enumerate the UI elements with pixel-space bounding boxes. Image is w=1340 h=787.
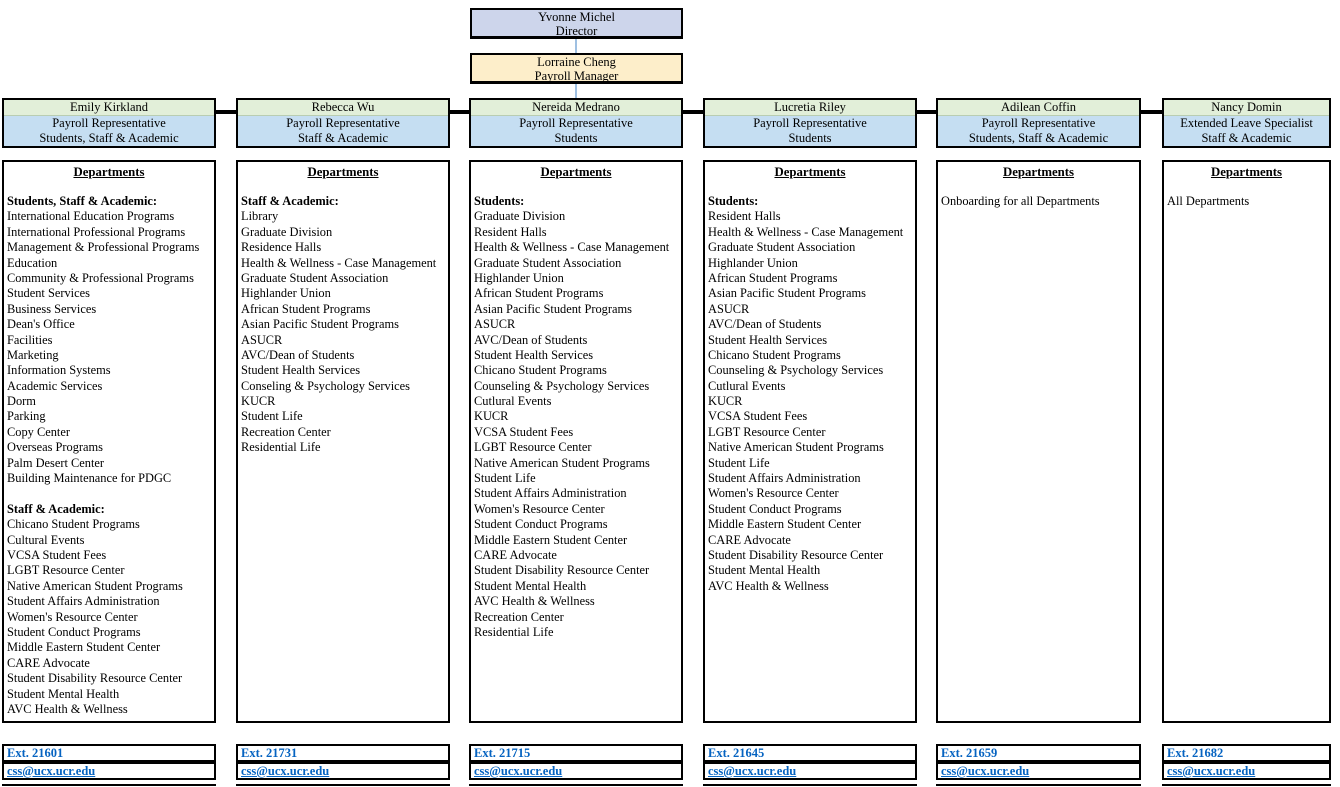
dept-item: Dean's Office [7,317,75,332]
dept-item: Student Health Services [708,332,828,347]
dept-item: Health & Wellness - Case Management [708,224,904,239]
rep-name-row [471,100,681,116]
rep-connector [216,110,236,114]
dept-box [236,160,450,723]
departments-header: Departments [540,165,612,179]
dept-item: Overseas Programs [7,440,104,455]
dept-box [469,160,683,723]
ext-label: Ext. 21731 [241,745,298,760]
rep-name-row [4,100,214,116]
connector-director-manager [575,39,577,53]
rep-body [4,116,214,146]
bottom-rule [936,784,1141,786]
email-link[interactable]: css@ucx.ucr.edu [941,763,1030,778]
email-link[interactable]: css@ucx.ucr.edu [7,763,96,778]
email-cell [703,762,917,780]
dept-item: Student Affairs Administration [474,486,627,501]
dept-item: Graduate Division [241,224,333,239]
email-cell [1162,762,1331,780]
email-cell [936,762,1141,780]
email-link[interactable]: css@ucx.ucr.edu [708,763,797,778]
dept-item: Chicano Student Programs [474,363,607,378]
rep-box [236,98,450,148]
director-title: Director [555,23,598,38]
dept-item: Residential Life [241,440,321,455]
dept-item: Health & Wellness - Case Management [474,240,670,255]
connector-manager-reps [575,84,577,98]
dept-item: Graduate Student Association [474,255,622,270]
manager-name: Lorraine Cheng [537,55,616,69]
dept-item: Student Conduct Programs [708,501,842,516]
director-box [470,8,683,39]
rep-title: Payroll Representative [981,116,1096,130]
dept-item: AVC/Dean of Students [708,317,822,332]
dept-item: Highlander Union [474,270,564,285]
dept-item: LGBT Resource Center [7,563,125,578]
rep-box [703,98,917,148]
dept-item: Chicano Student Programs [708,347,841,362]
dept-item: Student Life [474,471,536,486]
email-link[interactable]: css@ucx.ucr.edu [474,763,563,778]
rep-scope: Students [788,131,832,145]
bottom-rule [236,784,450,786]
ext-cell [236,744,450,762]
rep-name: Nereida Medrano [532,100,620,114]
dept-item: Asian Pacific Student Programs [474,301,632,316]
blank-line [7,486,214,501]
dept-item: Student Affairs Administration [7,594,160,609]
rep-title: Payroll Representative [286,116,400,130]
rep-title: Payroll Representative [52,116,166,130]
dept-item: KUCR [241,394,276,409]
dept-item: International Professional Programs [7,224,186,239]
dept-item: AVC/Dean of Students [241,347,355,362]
dept-item: Cutlural Events [708,378,786,393]
dept-item: Highlander Union [241,286,331,301]
dept-item: CARE Advocate [7,655,90,670]
dept-item: Counseling & Psychology Services [708,363,884,378]
dept-item: Student Conduct Programs [7,624,141,639]
dept-item: Cultural Events [7,532,85,547]
email-link[interactable]: css@ucx.ucr.edu [241,763,330,778]
dept-item: KUCR [708,394,743,409]
rep-body [938,116,1139,146]
dept-item: Onboarding for all Departments [941,194,1100,208]
dept-item: Recreation Center [474,609,564,624]
dept-item: All Departments [1167,194,1250,208]
dept-item: LGBT Resource Center [708,424,826,439]
dept-item: Native American Student Programs [7,578,183,593]
dept-item: Cutlural Events [474,394,552,409]
rep-body [705,116,915,146]
dept-item: Student Life [708,455,770,470]
dept-item: Education [7,255,58,270]
dept-item: Chicano Student Programs [7,517,140,532]
dept-list [705,194,915,594]
dept-item: Conseling & Psychology Services [241,378,410,393]
ext-cell [1162,744,1331,762]
dept-item: VCSA Student Fees [708,409,808,424]
dept-item: Business Services [7,301,97,316]
dept-item: Residence Halls [241,240,322,255]
dept-item: Student Mental Health [474,578,587,593]
dept-item: Dorm [7,394,36,409]
dept-item: Palm Desert Center [7,455,105,470]
rep-title: Payroll Representative [519,116,633,130]
dept-item: Parking [7,409,46,424]
dept-item: Women's Resource Center [7,609,138,624]
ext-label: Ext. 21682 [1167,745,1224,760]
dept-item: Women's Resource Center [474,501,605,516]
dept-item: Management & Professional Programs [7,240,200,255]
dept-item: LGBT Resource Center [474,440,592,455]
departments-header: Departments [307,165,379,179]
dept-item: Counseling & Psychology Services [474,378,650,393]
dept-item: Highlander Union [708,255,798,270]
dept-item: Residential Life [474,624,554,639]
dept-item: Facilities [7,332,53,347]
dept-item: ASUCR [708,301,750,316]
ext-cell [936,744,1141,762]
dept-item: Student Services [7,286,90,301]
dept-item: VCSA Student Fees [474,424,574,439]
rep-box [936,98,1141,148]
director-name: Yvonne Michel [538,10,615,24]
dept-item: Asian Pacific Student Programs [241,317,399,332]
dept-item: African Student Programs [708,270,838,285]
dept-item: AVC/Dean of Students [474,332,588,347]
dept-item: Middle Eastern Student Center [708,517,862,532]
dept-box [936,160,1141,723]
dept-item: Student Health Services [241,363,361,378]
rep-connector [917,110,936,114]
rep-title: Extended Leave Specialist [1180,116,1313,130]
bottom-rule [703,784,917,786]
email-cell [2,762,216,780]
dept-list [471,194,681,640]
dept-item: Graduate Student Association [241,270,389,285]
bottom-rule [2,784,216,786]
dept-item: Graduate Student Association [708,240,856,255]
rep-body [1164,116,1329,146]
rep-name: Lucretia Riley [774,100,846,114]
rep-scope: Students [554,131,598,145]
dept-item: African Student Programs [241,301,371,316]
rep-box [2,98,216,148]
dept-item: ASUCR [241,332,283,347]
dept-item: Building Maintenance for PDGC [7,471,172,486]
ext-label: Ext. 21601 [7,745,64,760]
ext-label: Ext. 21715 [474,745,531,760]
ext-label: Ext. 21659 [941,745,998,760]
rep-body [238,116,448,146]
dept-section-heading: Students: [708,194,759,208]
dept-item: ASUCR [474,317,516,332]
dept-item: Native American Student Programs [474,455,650,470]
rep-connector [683,110,703,114]
rep-connector [1141,110,1162,114]
dept-item: Recreation Center [241,424,331,439]
ext-cell [469,744,683,762]
rep-box [469,98,683,148]
dept-item: International Education Programs [7,209,175,224]
dept-item: Resident Halls [474,224,547,239]
email-link[interactable]: css@ucx.ucr.edu [1167,763,1256,778]
ext-label: Ext. 21645 [708,745,765,760]
dept-list [4,194,214,717]
dept-item: Student Mental Health [708,563,821,578]
dept-item: Graduate Division [474,209,566,224]
dept-item: Middle Eastern Student Center [7,640,161,655]
dept-item: Library [241,209,279,224]
dept-item: VCSA Student Fees [7,547,107,562]
rep-box [1162,98,1331,148]
manager-box [470,53,683,84]
rep-body [471,116,681,146]
ext-cell [703,744,917,762]
dept-item: Student Health Services [474,347,594,362]
dept-item: Student Conduct Programs [474,517,608,532]
dept-item: Copy Center [7,424,70,439]
dept-item: Student Disability Resource Center [474,563,650,578]
dept-item: AVC Health & Wellness [7,701,128,716]
dept-item: Resident Halls [708,209,781,224]
dept-item: AVC Health & Wellness [708,578,829,593]
dept-item: Information Systems [7,363,111,378]
departments-header: Departments [1210,165,1283,179]
dept-item: Student Disability Resource Center [7,671,183,686]
rep-name-row [1164,100,1329,116]
dept-box [703,160,917,723]
rep-connector [450,110,469,114]
departments-header: Departments [73,165,145,179]
dept-item: Women's Resource Center [708,486,839,501]
dept-item: AVC Health & Wellness [474,594,595,609]
rep-scope: Staff & Academic [1201,131,1292,145]
rep-name-row [938,100,1139,116]
departments-header: Departments [1002,165,1075,179]
dept-list [938,194,1139,209]
dept-section-heading: Staff & Academic: [7,501,105,516]
dept-item: Asian Pacific Student Programs [708,286,866,301]
dept-item: Student Disability Resource Center [708,547,884,562]
dept-item: CARE Advocate [474,547,557,562]
rep-name: Emily Kirkland [69,100,149,114]
bottom-rule [469,784,683,786]
dept-item: Student Mental Health [7,686,120,701]
rep-scope: Students, Staff & Academic [39,131,179,145]
manager-title: Payroll Manager [534,68,619,83]
dept-item: Native American Student Programs [708,440,884,455]
dept-section-heading: Students: [474,194,525,208]
rep-name: Adilean Coffin [1000,100,1077,114]
dept-item: Health & Wellness - Case Management [241,255,437,270]
rep-name: Rebecca Wu [311,100,375,114]
dept-box [2,160,216,723]
dept-item: Student Life [241,409,303,424]
ext-cell [2,744,216,762]
dept-section-heading: Staff & Academic: [241,194,339,208]
rep-name: Nancy Domin [1211,100,1282,114]
dept-item: KUCR [474,409,509,424]
dept-item: Marketing [7,347,59,362]
rep-title: Payroll Representative [753,116,867,130]
dept-list [238,194,448,456]
dept-box [1162,160,1331,723]
dept-item: CARE Advocate [708,532,791,547]
rep-scope: Students, Staff & Academic [968,131,1109,145]
dept-item: African Student Programs [474,286,604,301]
dept-section-heading: Students, Staff & Academic: [7,194,158,208]
dept-item: Student Affairs Administration [708,471,861,486]
dept-item: Middle Eastern Student Center [474,532,628,547]
bottom-rule [1162,784,1331,786]
departments-header: Departments [774,165,846,179]
rep-name-row [238,100,448,116]
email-cell [469,762,683,780]
rep-scope: Staff & Academic [297,131,389,145]
dept-list [1164,194,1329,209]
dept-item: Academic Services [7,378,103,393]
rep-name-row [705,100,915,116]
email-cell [236,762,450,780]
dept-item: Community & Professional Programs [7,270,194,285]
